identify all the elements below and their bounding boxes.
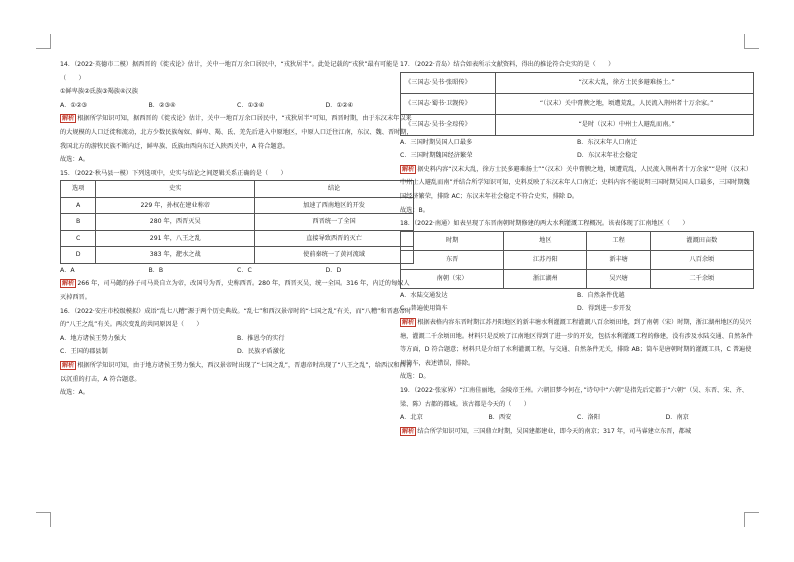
q18-header-project: 工程 [587, 231, 650, 250]
q15-table [60, 180, 414, 264]
q15-cell: 291 年，八王之乱 [96, 230, 255, 247]
q18-header-row [401, 231, 754, 250]
q17-source: 《三国志·吴书·张昭传》 [401, 72, 496, 93]
q17-table [400, 72, 754, 136]
q17-option-b[interactable]: B．东汉末年人口南迁 [577, 138, 637, 146]
table-row [401, 250, 754, 269]
q15-cell: A [61, 197, 96, 214]
q18-option-d[interactable]: D．得到进一步开发 [577, 305, 632, 313]
q15-header-row [61, 181, 414, 198]
q15-option-a[interactable]: A．A [60, 266, 75, 274]
q18-cell: 江苏丹阳 [504, 250, 587, 269]
analysis-tag: 解析 [402, 318, 415, 326]
q19-option-a[interactable]: A．北京 [400, 414, 423, 422]
table-row [61, 247, 414, 264]
q18-options [400, 289, 754, 316]
q14-analysis [60, 112, 414, 153]
q19-options [400, 411, 754, 425]
q14-option-c[interactable]: C．①③④ [237, 101, 265, 109]
q15-cell: 使前秦统一了黄河流域 [255, 247, 414, 264]
q17-analysis-text: 据史料内容“汉末大乱，徐方士民多避难扬土”“（汉末）关中膏腴之地，顷遭荒乱，人民流入荆州者十万余家”“是时（汉末）中州士人避乱而南”并结合所学知识可知，史料反映了东汉末年人口南迁；史料内容不能说明三国时期吴国人口最多，三国时期魏国经济繁荣，排除 AC；东汉末年社会稳定不符合史实，排除 D。 [400, 165, 753, 200]
q15-cell: 280 年，西晋灭吴 [96, 214, 255, 231]
q17-option-a[interactable]: A．三国时期吴国人口最多 [400, 138, 473, 146]
question-16 [60, 305, 414, 400]
q15-cell: 直接导致西晋的灭亡 [255, 230, 414, 247]
q18-cell: 二千余顷 [650, 269, 753, 288]
q18-option-b[interactable]: B．自然条件优越 [577, 291, 625, 299]
q14-analysis-text: 根据所学知识可知，据西晋的《徙戎论》估计，关中一地百万余口居民中，“戎狄居半”可知，西晋时期，由于东汉末年以来的大规模的人口迁徙和流动，北方少数民族匈奴、鲜卑、羯、氐、羌先后进入中原地区，中原人口迁往江南，东汉、魏、晋时期，我国北方的游牧民族不断内迁，鲜卑族、氐族由西向东迁入陕西关中，A 符合题意。 [60, 115, 413, 150]
crop-mark-bottom-left [36, 512, 51, 527]
q15-cell: B [61, 214, 96, 231]
q18-cell: 新丰塘 [587, 250, 650, 269]
q18-cell: 吴兴塘 [587, 269, 650, 288]
q15-header-fact: 史实 [96, 181, 255, 198]
analysis-tag: 解析 [62, 362, 75, 369]
q18-cell: 浙江湖州 [504, 269, 587, 288]
q19-analysis [400, 425, 754, 439]
q16-stem: 16．（2022·安庄市校级模拟）成语“乱七八糟”源于两个历史典故。“乱七”和西汉景帝时的“七国之乱”有关，而“八糟”和晋惠帝时的“八王之乱”有关。两次变乱的共同原因是（ ） [60, 307, 412, 329]
question-14 [60, 58, 414, 167]
q18-cell: 八百余顷 [650, 250, 753, 269]
analysis-tag: 解析 [62, 115, 75, 123]
q17-analysis [400, 163, 754, 204]
analysis-tag: 解析 [402, 427, 415, 435]
right-column [400, 58, 754, 438]
q17-option-d[interactable]: D．东汉末年社会稳定 [577, 152, 638, 160]
q19-option-c[interactable]: C．洛阳 [577, 414, 600, 422]
q15-stem: 15．（2022·秋马县一模）下列选项中，史实与结论之间逻辑关系正确的是（ ） [60, 169, 287, 177]
analysis-tag: 解析 [402, 165, 415, 173]
left-column [60, 58, 414, 400]
q19-analysis-text: 结合所学知识可知，三国鼎立时期，吴国建都建业，即今天的南京；317 年，司马睿建立东晋，都城 [417, 427, 692, 435]
q15-analysis [60, 277, 414, 304]
q14-options [60, 99, 414, 113]
q15-cell: 229 年，孙权在建业称帝 [96, 197, 255, 214]
q16-options [60, 332, 414, 359]
question-18 [400, 217, 754, 384]
q18-header-period: 时期 [401, 231, 504, 250]
q18-stem: 18．（2022·南通）如表呈现了东晋南朝时期修建的两大水利灌溉工程概况。该表体现了江南地区（ ） [400, 220, 689, 228]
q15-options [60, 264, 414, 278]
q16-analysis-text: 根据所学知识可知，由于地方诸侯王势力强大，西汉景帝时出现了“七国之乱”，晋惠帝时出现了“八王之乱”，给西汉和西晋以沉重的打击，A 符合题意。 [60, 362, 412, 383]
table-row [61, 197, 414, 214]
q16-analysis [60, 359, 414, 386]
q16-option-a[interactable]: A．地方诸侯王势力强大 [60, 334, 127, 342]
table-row [401, 269, 754, 288]
table-row [401, 93, 754, 114]
q18-option-a[interactable]: A．水陆交通发达 [400, 291, 448, 299]
q18-cell: 南朝（宋） [401, 269, 504, 288]
q17-quote: “汉末大乱，徐方士民多避难扬土。” [496, 72, 754, 93]
q14-answer: 故选：A。 [60, 156, 89, 164]
q14-option-d[interactable]: D．①②④ [325, 101, 354, 109]
q15-cell: C [61, 230, 96, 247]
q17-options [400, 136, 754, 163]
q18-cell: 东晋 [401, 250, 504, 269]
q15-option-b[interactable]: B．B [148, 266, 164, 274]
table-row [401, 72, 754, 93]
q18-table [400, 231, 754, 289]
question-17 [400, 58, 754, 217]
q16-option-d[interactable]: D．民族矛盾激化 [237, 348, 286, 356]
q18-header-acreage: 灌溉田亩数 [650, 231, 753, 250]
q18-analysis [400, 316, 754, 370]
q14-stem: 14．（2022·英德市二模）据西晋的《徙戎论》估计，关中一地百万余口居民中，“戎狄居半”。此处记载的“戎狄”最有可能是（ ） [60, 61, 399, 82]
question-15 [60, 167, 414, 305]
q17-quote: “（汉末）关中膏腴之地，顷遭荒乱，人民流入荆州者十万余家。” [496, 93, 754, 114]
q15-option-c[interactable]: C．C [237, 266, 252, 274]
table-row [61, 230, 414, 247]
q15-cell: 加速了西南地区的开发 [255, 197, 414, 214]
q15-option-d[interactable]: D．D [325, 266, 342, 274]
q15-cell: D [61, 247, 96, 264]
q15-analysis-text: 266 年，司马懿的孙子司马炎自立为帝，改国号为晋，史称西晋。280 年，西晋灭吴，统一全国。316 年，内迁的匈奴人灭掉西晋。 [60, 280, 410, 302]
q15-header-option: 选项 [61, 181, 96, 198]
crop-mark-top-right [744, 34, 759, 49]
q14-option-a[interactable]: A．①②③ [60, 101, 88, 109]
q14-option-b[interactable]: B．②③④ [148, 101, 176, 109]
q16-answer: 故选：A。 [60, 389, 89, 397]
q17-quote: “是时（汉末）中州士人避乱而南。” [496, 114, 754, 135]
q18-option-c[interactable]: C．普遍使用筒车 [400, 305, 448, 313]
q19-stem: 19．（2022·张家界）“江南佳丽地，金陵帝王州。六朝旧梦今何在，”诗句中“六朝”是指先后定都于“六朝”（吴、东晋、宋、齐、梁、陈）古都的都城。该古都是今天的（ ） [400, 386, 748, 408]
q16-option-b[interactable]: B．推恩令的实行 [237, 334, 285, 342]
q18-answer: 故选：D。 [400, 373, 430, 381]
q19-option-b[interactable]: B．西安 [488, 414, 512, 422]
q18-header-region: 地区 [504, 231, 587, 250]
analysis-tag: 解析 [62, 280, 75, 288]
crop-mark-bottom-right [744, 512, 759, 527]
q19-option-d[interactable]: D．南京 [665, 414, 689, 422]
question-19 [400, 384, 754, 438]
q17-stem: 17．（2022·青岛）结合如表所示文献资料，得出的推论符合史实的是（ ） [400, 61, 615, 68]
q15-cell: 西晋统一了全国 [255, 214, 414, 231]
q15-header-conclusion: 结论 [255, 181, 414, 198]
q17-option-c[interactable]: C．三国时期魏国经济繁荣 [400, 152, 473, 160]
q15-cell: 383 年，淝水之战 [96, 247, 255, 264]
q17-source: 《三国志·吴书·全琮传》 [401, 114, 496, 135]
table-row [61, 214, 414, 231]
table-row [401, 114, 754, 135]
q17-source: 《三国志·蜀书·卫觊传》 [401, 93, 496, 114]
crop-mark-top-left [36, 34, 51, 49]
q17-answer: 故选：B。 [400, 206, 429, 214]
q18-analysis-text: 根据表格内容东晋时期江苏丹阳地区的新丰塘水利灌溉工程灌溉八百余顷田地，到了南朝（宋）时期，浙江湖州地区的吴兴塘，灌溉二千余顷田地。材料只是反映了江南地区得到了进一步的开发，包括水利灌溉工程的修建，没有涉及水陆交通、自然条件等方面，D 符合题意；材料只是介绍了水利灌溉工程，与交通、自然条件无关，排除 AB；筒车是唐朝时期的灌溉工具，C 普遍使用筒车，表述错误，排除。 [400, 318, 753, 367]
q14-items: ①鲜卑族②氐族③羯族④汉族 [60, 88, 138, 96]
q16-option-c[interactable]: C．王国的郡县制 [60, 348, 108, 356]
